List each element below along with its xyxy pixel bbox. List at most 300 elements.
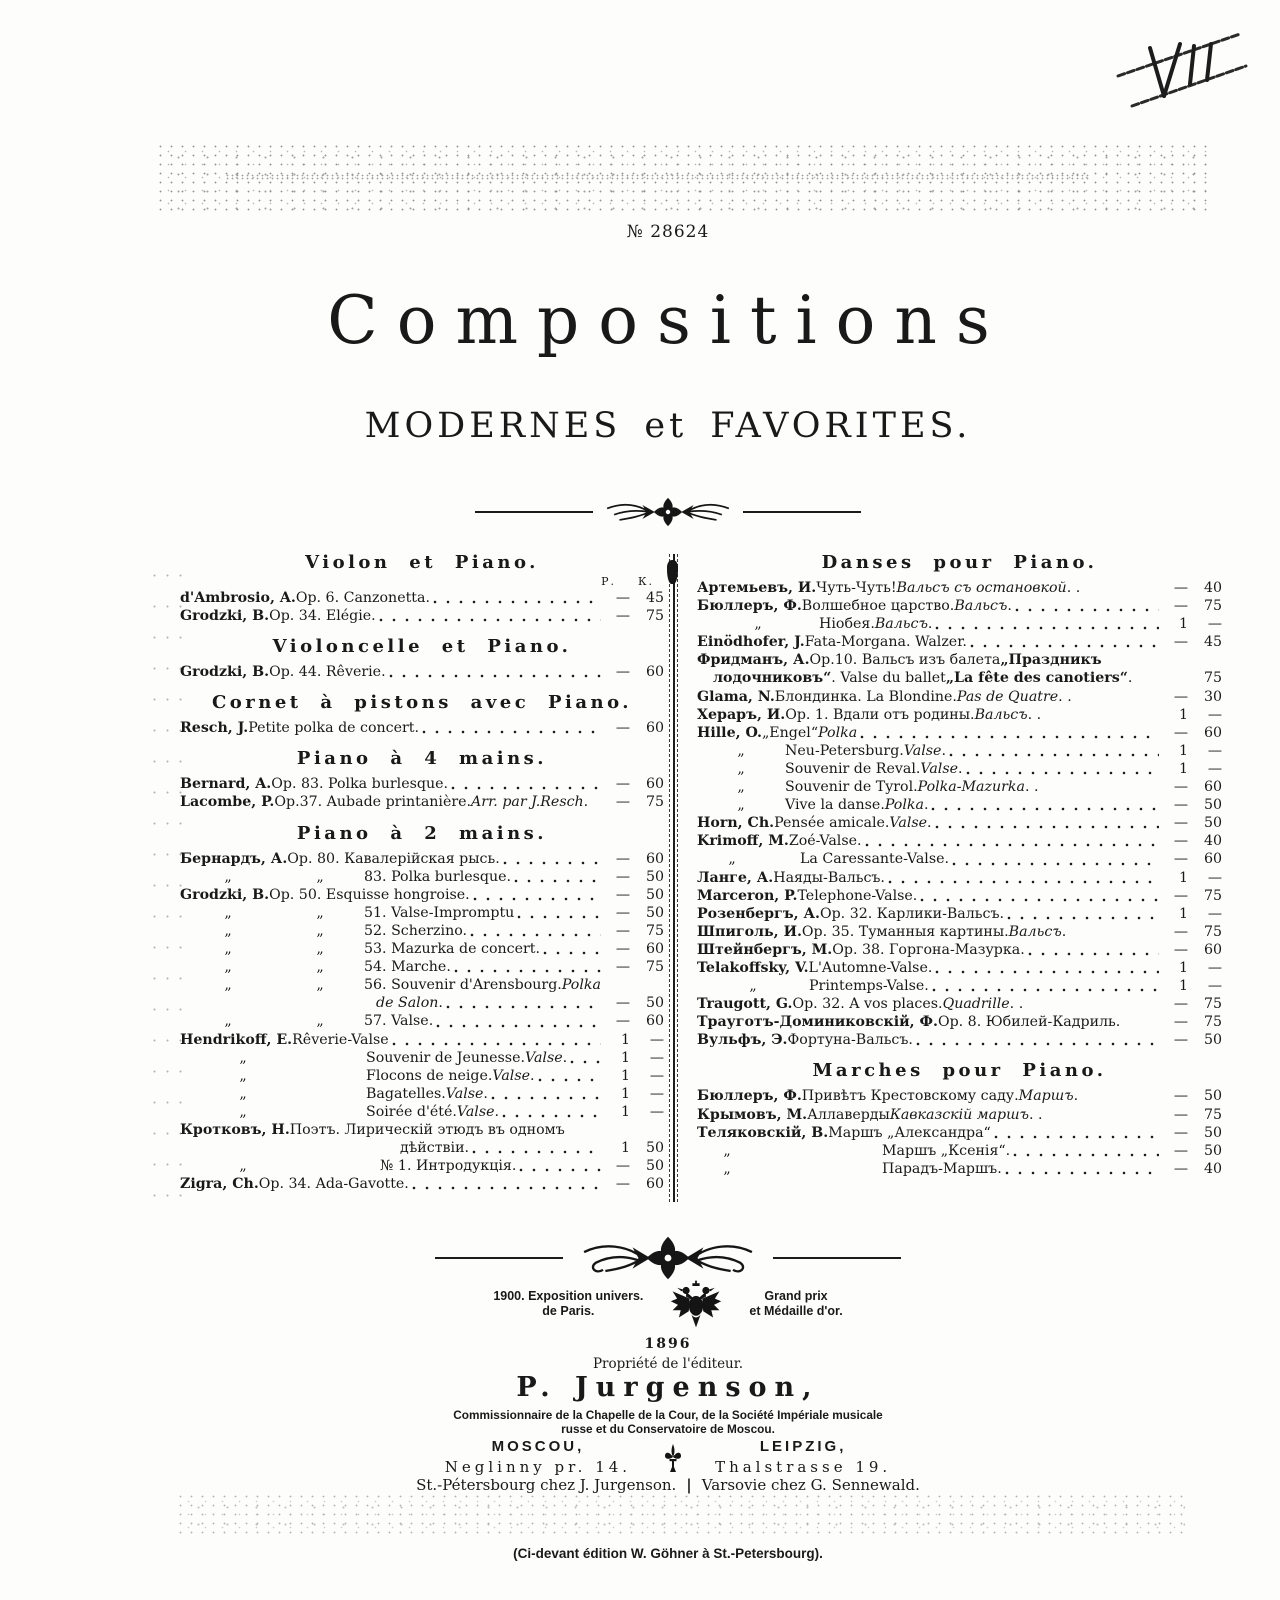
price-kopecks: 75 (1203, 1014, 1222, 1031)
exposition-line: de Paris. (542, 1304, 595, 1318)
entry-text: Фортуна-Вальсъ. (787, 1032, 913, 1049)
price-kopecks: 50 (1203, 797, 1222, 814)
dot-leader (966, 766, 1159, 778)
entry-text: Ланге, А. (697, 869, 774, 886)
dot-leader (389, 669, 601, 681)
floral-divider-top (56, 492, 1280, 532)
entry-text: Hendrikoff, E. (180, 1031, 293, 1048)
catalog-row (180, 958, 664, 976)
price-roubles: — (1173, 941, 1188, 958)
catalog-row (697, 778, 1222, 796)
dot-leader (952, 857, 1159, 869)
catalog-row (180, 589, 664, 607)
price-kopecks: 60 (1203, 941, 1222, 958)
ditto-mark: „ (224, 904, 232, 921)
entry-text: Маршъ „Ксенія“. (882, 1142, 1011, 1159)
entry-text: Zoé-Valse. (788, 833, 862, 850)
ditto-mark: „ (224, 922, 232, 939)
catalog-row (697, 1142, 1222, 1160)
catalog-row (697, 814, 1222, 832)
price-kopecks: 60 (645, 664, 664, 681)
catalog-row (180, 994, 664, 1012)
entry-text: Аллаверды (807, 1106, 890, 1123)
floral-flourish-icon (563, 1232, 773, 1284)
dot-leader (1026, 1001, 1159, 1013)
price-roubles: 1 (620, 1031, 630, 1048)
entry-text: Polka (561, 977, 601, 994)
price-kopecks: — (649, 1085, 664, 1102)
dot-leader (514, 874, 601, 886)
entry-text: Op. 6. Canzonetta. (295, 590, 430, 606)
publisher-credentials (56, 1408, 1280, 1436)
entry-text: Flocons de neige. (366, 1067, 493, 1084)
price-roubles: — (615, 995, 630, 1012)
entry-text: Zigra, Ch. (180, 1176, 259, 1193)
dot-leader (935, 621, 1159, 633)
price-roubles: — (1173, 1106, 1188, 1123)
divider-line (435, 1257, 563, 1259)
entry-text: Волшебное царство. (801, 598, 955, 615)
price-kopecks: 30 (1203, 688, 1222, 705)
entry-text: 53. Mazurka de concert. (364, 941, 540, 958)
entry-text: Op. 32. A vos places. (792, 996, 943, 1013)
catalog-row (697, 706, 1222, 724)
price-roubles: — (1173, 1160, 1188, 1177)
entry-text: . (941, 742, 946, 759)
entry-text: Маршъ „Александра“ (828, 1124, 991, 1141)
entry-text: Polka (884, 797, 924, 814)
entry-text: Ніобея. (819, 616, 875, 633)
city-address: Neglinny pr. 14. (444, 1458, 632, 1476)
entry-text: Traugott, G. (697, 996, 793, 1013)
entry-text: Telakoffsky, V. (697, 959, 809, 976)
award-line: et Médaille d'or. (749, 1304, 843, 1318)
entry-text: Valse (920, 760, 958, 777)
price-roubles: — (1173, 851, 1188, 868)
price-roubles: — (1173, 815, 1188, 832)
price-roubles: — (1173, 688, 1188, 705)
catalog-row (697, 869, 1222, 887)
price-kopecks: 50 (1203, 1088, 1222, 1105)
price-kopecks: 45 (1203, 634, 1222, 651)
ditto-mark: „ (737, 742, 745, 759)
publisher-cities-row (56, 1438, 1280, 1478)
price-roubles: — (615, 941, 630, 958)
column-divider-rule (669, 554, 678, 1202)
catalog-row (697, 850, 1222, 868)
price-roubles: 1 (620, 1140, 630, 1157)
price-roubles: 1 (1178, 978, 1188, 995)
ditto-mark: „ (737, 779, 745, 796)
dot-leader (1005, 1166, 1159, 1178)
dot-leader (1015, 603, 1159, 615)
scan-noise-band-bottom (175, 1492, 1185, 1536)
entry-text: Блондинка. La Blondine. (774, 688, 957, 705)
dot-leader (436, 1019, 601, 1031)
entry-text: Bagatelles. (366, 1085, 446, 1102)
city-block-leipzig (715, 1438, 891, 1476)
exposition-awards-row (56, 1280, 1280, 1328)
entry-text: Маршъ (1018, 1088, 1074, 1105)
price-roubles: — (1173, 634, 1188, 651)
price-roubles: — (615, 1176, 630, 1193)
dot-leader (503, 856, 601, 868)
catalog-row (180, 1049, 664, 1067)
ditto-mark: „ (239, 1158, 247, 1175)
price-roubles: — (615, 1013, 630, 1030)
entry-text: Rêverie-Valse (292, 1031, 389, 1048)
entry-text: Op. 83. Polka burlesque. (271, 776, 448, 793)
price-kopecks: 75 (1203, 887, 1222, 904)
entry-text: Бюллеръ, Ф. (697, 1088, 802, 1105)
entry-text: Resch, J. (180, 720, 249, 737)
catalog-row (180, 922, 664, 940)
entry-text: de Salon (376, 995, 439, 1012)
price-kopecks: — (649, 1049, 664, 1066)
entry-text: Vive la danse. (785, 797, 885, 814)
price-roubles: — (1173, 1142, 1188, 1159)
price-kopecks: 60 (1203, 851, 1222, 868)
price-roubles: — (1173, 996, 1188, 1013)
entry-text: Neu-Petersburg. (785, 742, 904, 759)
price-roubles: — (1173, 1124, 1188, 1141)
entry-text: Bernard, A. (180, 776, 272, 793)
entry-text: Бюллеръ, Ф. (697, 598, 802, 615)
dot-leader (949, 748, 1159, 760)
entry-text: . (927, 815, 932, 832)
ditto-mark: „ (224, 941, 232, 958)
ditto-mark: „ (316, 959, 324, 976)
award-line: Grand prix (764, 1289, 828, 1303)
entry-text: Lacombe, P. (180, 794, 275, 811)
catalog-row (697, 1106, 1222, 1124)
entry-text: Polka (818, 724, 858, 741)
price-kopecks: — (649, 1031, 664, 1048)
entry-text: . . (1009, 996, 1024, 1013)
catalog-row (180, 1139, 664, 1157)
price-roubles: 1 (620, 1085, 630, 1102)
dot-leader (932, 983, 1159, 995)
price-roubles: — (615, 886, 630, 903)
ditto-mark: „ (239, 1103, 247, 1120)
catalog-row (180, 868, 664, 886)
section-title: Violon et Piano. (305, 552, 539, 573)
entry-text: Valse (492, 1067, 531, 1084)
section-title: Marches pour Piano. (812, 1060, 1107, 1082)
dot-leader (865, 838, 1159, 850)
price-kopecks: — (1207, 706, 1222, 723)
entry-text: . . (1024, 779, 1039, 796)
price-roubles: — (615, 590, 630, 606)
price-kopecks: 50 (1203, 815, 1222, 832)
section-title: Piano à 2 mains. (296, 822, 548, 844)
section-title: Piano à 4 mains. (296, 748, 548, 770)
entry-text: Valse (445, 1085, 484, 1102)
catalog-row (697, 651, 1222, 669)
catalog-row (180, 1031, 664, 1049)
ditto-mark: „ (239, 1067, 247, 1084)
price-roubles: 1 (1178, 616, 1188, 633)
entry-text: Наяды-Вальсъ. (773, 869, 885, 886)
dot-leader (1123, 1019, 1159, 1031)
catalog-columns (180, 552, 1222, 1202)
exposition-line: 1900. Exposition univers. (493, 1289, 644, 1303)
catalog-row (697, 1124, 1222, 1142)
entry-text: . . (1029, 1106, 1043, 1123)
left-column (180, 552, 664, 1193)
entry-text: Glama, N. (697, 688, 775, 705)
price-kopecks: 60 (645, 850, 664, 867)
price-roubles: 1 (1178, 905, 1188, 922)
dot-leader (994, 1130, 1159, 1142)
price-kopecks: — (649, 1103, 664, 1120)
price-kopecks: 50 (645, 868, 664, 885)
price-roubles: — (1173, 923, 1188, 940)
city-block-moscow (445, 1438, 631, 1476)
entry-text: Soirée d'été. (366, 1103, 457, 1120)
dot-leader (473, 892, 601, 904)
price-roubles: — (1173, 887, 1188, 904)
entry-text: Horn, Ch. (697, 815, 775, 832)
ditto-mark: „ (224, 1013, 232, 1030)
right-column (683, 552, 1222, 1178)
ditto-mark: „ (316, 868, 324, 885)
entry-text: Op. 35. Туманныя картины. (801, 923, 1009, 940)
price-kopecks: 75 (645, 608, 664, 625)
dot-leader (517, 910, 601, 922)
price-kopecks: 40 (1203, 580, 1222, 596)
entry-text: Einödhofer, J. (697, 634, 805, 651)
price-kopecks: 50 (1203, 1142, 1222, 1159)
price-kopecks: 60 (1203, 724, 1222, 741)
price-roubles: — (615, 850, 630, 867)
catalog-row (697, 1013, 1222, 1031)
entry-text: La Caressante-Valse. (800, 851, 950, 868)
dot-leader (412, 1181, 601, 1193)
grand-prix-text (749, 1289, 842, 1319)
ditto-mark: „ (316, 977, 324, 994)
page-title: Compositions (327, 282, 1009, 359)
price-kopecks: — (1207, 869, 1222, 886)
price-roubles: — (615, 794, 630, 811)
catalog-row (180, 719, 664, 737)
section-title: Violoncelle et Piano. (272, 636, 572, 658)
price-kopecks: 45 (645, 590, 664, 606)
entry-text: Telephone-Valse. (797, 887, 918, 904)
catalog-row (697, 615, 1222, 633)
entry-text: Шпиголь, И. (697, 923, 802, 940)
catalog-row (180, 663, 664, 681)
entry-text: дѣйствіи. (400, 1140, 470, 1157)
catalog-row (697, 923, 1222, 941)
section-title: Danses pour Piano. (821, 552, 1098, 573)
entry-text: . Valse du ballet (831, 670, 946, 687)
entry-text: Souvenir de Jeunesse. (366, 1049, 525, 1066)
entry-text: Valse (903, 742, 942, 759)
dot-leader (446, 1000, 601, 1012)
ditto-mark: „ (224, 977, 232, 994)
entry-text: Кротковъ, Н. (180, 1121, 290, 1138)
ditto-mark: „ (723, 1160, 731, 1177)
price-kopecks: 50 (645, 904, 664, 921)
scan-noise-left-margin (148, 560, 182, 1210)
floral-flourish-icon (593, 492, 743, 532)
entry-text: Вальсъ (974, 706, 1028, 723)
entry-text: . (1007, 598, 1012, 615)
dot-leader (451, 781, 601, 793)
dot-leader (931, 802, 1159, 814)
catalog-row (180, 1067, 664, 1085)
floral-divider-middle (56, 1232, 1280, 1284)
catalog-row (180, 775, 664, 793)
price-kopecks: 75 (645, 959, 664, 976)
plate-number: № 28624 (626, 222, 710, 242)
entry-text: Polka-Mazurka (917, 779, 1025, 796)
entry-text: Крымовъ, М. (697, 1106, 808, 1123)
catalog-row (697, 1031, 1222, 1049)
catalog-row (697, 579, 1222, 597)
entry-text: Quadrille (942, 996, 1010, 1013)
entry-text: Привѣтъ Крестовскому саду. (801, 1088, 1019, 1105)
copyright-line: Propriété de l'éditeur. (592, 1356, 744, 1372)
entry-text: Вальсъ (954, 598, 1008, 615)
entry-text: Вальсъ съ остановкой (896, 580, 1067, 596)
price-kopecks: 60 (645, 941, 664, 958)
dot-leader (935, 820, 1159, 832)
entry-text: Артемьевъ, И. (697, 580, 817, 596)
catalog-row (180, 1012, 664, 1030)
catalog-row (180, 886, 664, 904)
ditto-mark: „ (239, 1085, 247, 1102)
entry-text: 83. Polka burlesque. (364, 868, 512, 885)
entry-text: „Engel“ (761, 724, 819, 741)
price-kopecks: — (1207, 742, 1222, 759)
entry-text: Op.10. Вальсъ изъ балета (809, 652, 1001, 669)
entry-text: Pas de Quatre (956, 688, 1059, 705)
city-name: MOSCOU, (491, 1438, 585, 1455)
entry-text: Трауготъ-Доминиковскій, Ф. (697, 1014, 938, 1031)
ditto-mark: „ (754, 616, 762, 633)
dot-leader (1013, 1148, 1159, 1160)
entry-text: 54. Marche. (364, 959, 451, 976)
ditto-mark: „ (239, 1049, 247, 1066)
catalog-row (697, 1160, 1222, 1178)
ditto-mark: „ (224, 868, 232, 885)
dot-leader (433, 595, 601, 607)
price-roubles: — (1173, 1088, 1188, 1105)
ditto-mark: „ (316, 904, 324, 921)
ditto-mark: „ (316, 922, 324, 939)
dot-leader (970, 639, 1159, 651)
section-title: Cornet à pistons avec Piano. (211, 692, 633, 714)
dot-leader (1135, 676, 1159, 688)
entry-text: Hille, O. (697, 724, 762, 741)
price-kopecks: — (1207, 978, 1222, 995)
price-roubles: — (1173, 724, 1188, 741)
page-subtitle: MODERNES et FAVORITES. (364, 406, 972, 446)
dot-leader (392, 1037, 601, 1049)
price-roubles: 1 (620, 1049, 630, 1066)
price-kopecks: 60 (645, 776, 664, 793)
price-roubles: 1 (1178, 706, 1188, 723)
ditto-mark: „ (316, 941, 324, 958)
entry-text: Grodzki, B. (180, 664, 270, 681)
agent-left: St.-Pétersbourg chez J. Jurgenson. (416, 1476, 677, 1494)
entry-text: d'Ambrosio, A. (180, 590, 296, 606)
price-kopecks: 50 (1203, 1124, 1222, 1141)
entry-text: Штейнбергъ, М. (697, 941, 833, 958)
price-kopecks: — (1207, 760, 1222, 777)
ditto-mark: „ (723, 1142, 731, 1159)
entry-text: . (927, 616, 933, 633)
city-address: Thalstrasse 19. (715, 1458, 892, 1476)
dot-leader (1105, 657, 1159, 669)
catalog-row (180, 607, 664, 625)
entry-text: Valse (525, 1049, 563, 1066)
dot-leader (935, 965, 1159, 977)
entry-text: Arr. par J.Resch. (471, 794, 589, 811)
handwritten-page-number-vii (1114, 22, 1254, 122)
entry-text: Printemps-Valse. (809, 978, 929, 995)
dot-leader (538, 1073, 601, 1085)
entry-text: Парадъ-Маршъ. (882, 1160, 1002, 1177)
dot-leader (1083, 585, 1159, 597)
entry-text: Grodzki, B. (180, 886, 270, 903)
entry-text: Krimoff, M. (697, 833, 789, 850)
entry-text: . (494, 1103, 500, 1120)
price-roubles: — (1173, 598, 1188, 615)
dot-leader (422, 725, 601, 737)
entry-text: Op. 8. Юбилей-Кадриль. (937, 1014, 1121, 1031)
dot-leader (1028, 947, 1159, 959)
catalog-row (697, 688, 1222, 706)
dot-leader (1081, 1094, 1159, 1106)
entry-text: 56. Souvenir d'Arensbourg. (364, 977, 562, 994)
price-kopecks: 75 (1203, 1106, 1222, 1123)
credentials-line: Commissionnaire de la Chapelle de la Cour, de la Société Impériale musicale (453, 1408, 883, 1422)
catalog-row (697, 597, 1222, 615)
entry-text: . (1127, 670, 1133, 687)
catalog-row (180, 850, 664, 868)
divider-line (743, 511, 861, 513)
entry-text: Фридманъ, А. (697, 652, 810, 669)
dot-leader (888, 875, 1159, 887)
price-roubles: — (615, 904, 630, 921)
scan-noise-band-top (155, 142, 1210, 214)
entry-text: Op. 1. Вдали отъ родины. (785, 706, 975, 723)
price-roubles: — (1173, 797, 1188, 814)
catalog-row (180, 940, 664, 958)
entry-text: Souvenir de Tyrol. (785, 779, 918, 796)
entry-text: 57. Valse. (364, 1013, 434, 1030)
entry-text: . (438, 995, 443, 1012)
agent-right: Varsovie chez G. Sennewald. (701, 1476, 920, 1494)
entry-text: . (1073, 1088, 1079, 1105)
entry-text: . (562, 1049, 568, 1066)
publisher-name: P. Jurgenson, (516, 1372, 820, 1403)
price-kopecks: 60 (645, 1013, 664, 1030)
price-roubles: 1 (1178, 959, 1188, 976)
dot-leader (1069, 929, 1159, 941)
catalog-row (180, 793, 664, 811)
catalog-row (180, 1175, 664, 1193)
entry-text: Кавказскій маршъ (889, 1106, 1030, 1123)
entry-text: Petite polka de concert. (248, 720, 420, 737)
price-kopecks: 75 (645, 922, 664, 939)
price-kopecks: 75 (1203, 923, 1222, 940)
catalog-row (697, 760, 1222, 778)
price-kopecks: 60 (1203, 779, 1222, 796)
